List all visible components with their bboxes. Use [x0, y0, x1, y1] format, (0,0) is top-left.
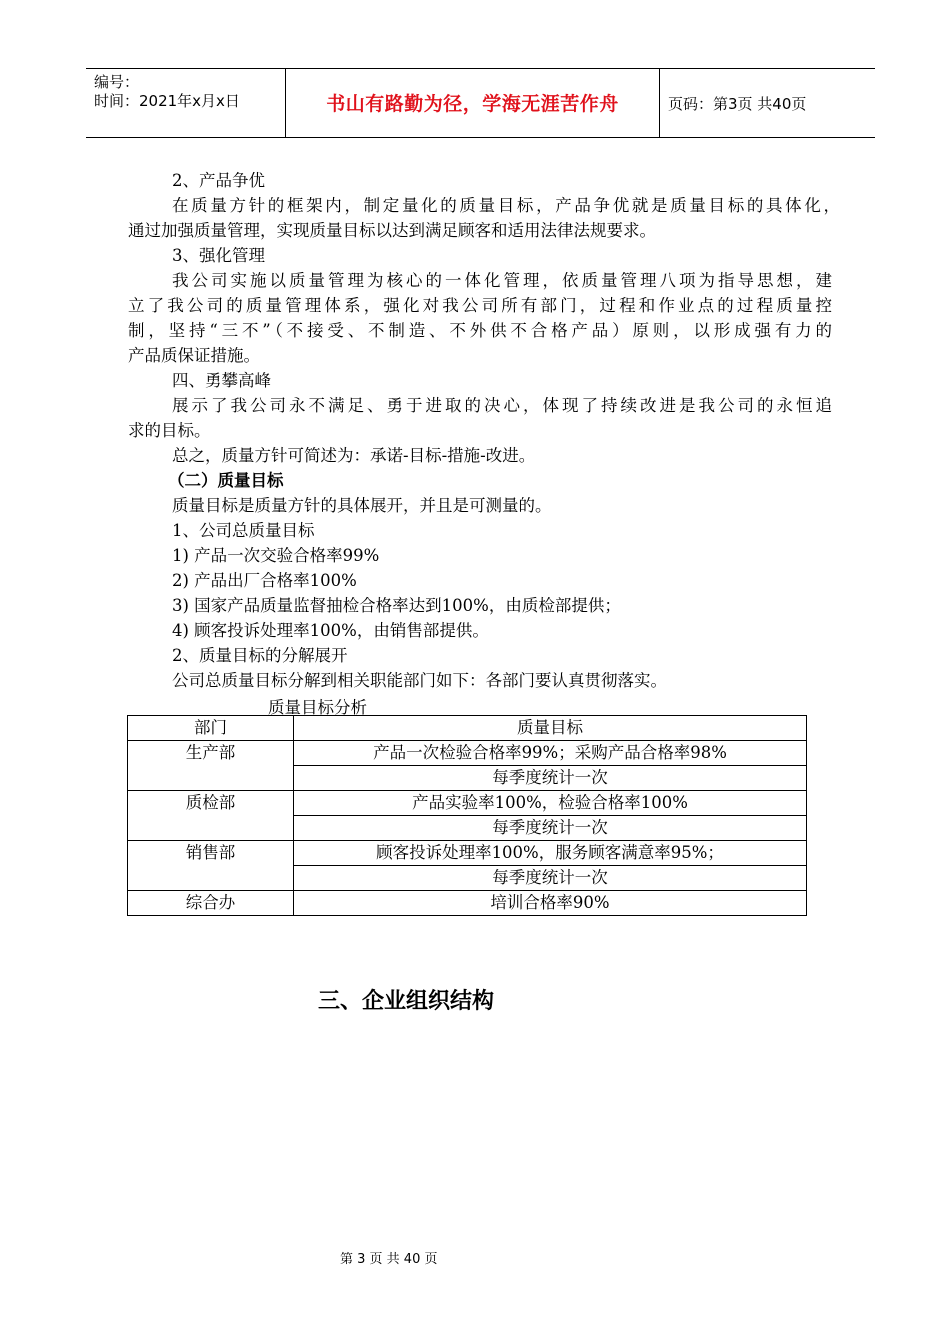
table-caption: 质量目标分析: [268, 698, 367, 717]
dept-cell: 销售部: [128, 841, 294, 891]
subheading-decomposition: 2、质量目标的分解展开: [172, 646, 348, 665]
goal-item: 2) 产品出厂合格率100%: [172, 571, 357, 590]
dept-cell: 综合办: [128, 891, 294, 916]
column-header-goal: 质量目标: [294, 716, 807, 741]
paragraph-line: 展示了我公司永不满足、勇于进取的决心，体现了持续改进是我公司的永恒追: [172, 396, 832, 415]
header-date: 时间：2021年x月x日: [94, 92, 240, 110]
page-header: [86, 68, 875, 138]
subheading-company-goals: 1、公司总质量目标: [172, 521, 315, 540]
paragraph-line: 我公司实施以质量管理为核心的一体化管理，依质量管理八项为指导思想，建: [172, 271, 832, 290]
header-divider: [659, 69, 660, 137]
section-heading-quality-goals: （二）质量目标: [168, 471, 284, 490]
subheading-product: 2、产品争优: [172, 171, 265, 190]
header-motto: 书山有路勤为径，学海无涯苦作舟: [326, 93, 619, 115]
goal-item: 1) 产品一次交验合格率99%: [172, 546, 380, 565]
goal-cell: 产品一次检验合格率99%；采购产品合格率98%: [294, 741, 807, 766]
paragraph-line: 公司总质量目标分解到相关职能部门如下：各部门要认真贯彻落实。: [172, 671, 667, 690]
table-row: [128, 841, 807, 866]
header-meta: [94, 73, 282, 111]
goal-cell: 产品实验率100%，检验合格率100%: [294, 791, 807, 816]
paragraph-line: 在质量方针的框架内，制定量化的质量目标，产品争优就是质量目标的具体化，: [172, 196, 840, 215]
paragraph-line: 求的目标。: [128, 421, 211, 440]
paragraph-line: 产品质保证措施。: [128, 346, 260, 365]
goal-item: 4) 顾客投诉处理率100%，由销售部提供。: [172, 621, 489, 640]
header-number-label: 编号：: [94, 73, 140, 91]
paragraph-line: 立了我公司的质量管理体系，强化对我公司所有部门，过程和作业点的过程质量控: [128, 296, 832, 315]
table-row: [128, 891, 807, 916]
frequency-cell: 每季度统计一次: [294, 866, 807, 891]
table-row: [128, 741, 807, 766]
table-header-row: [128, 716, 807, 741]
goal-cell: 顾客投诉处理率100%，服务顾客满意率95%；: [294, 841, 807, 866]
quality-goals-table: [127, 715, 807, 916]
page-footer: 第 3 页 共 40 页: [340, 1252, 438, 1267]
subheading-peak: 四、勇攀高峰: [172, 371, 271, 390]
goal-cell: 培训合格率90%: [294, 891, 807, 916]
column-header-dept: 部门: [128, 716, 294, 741]
frequency-cell: 每季度统计一次: [294, 816, 807, 841]
frequency-cell: 每季度统计一次: [294, 766, 807, 791]
paragraph-line: 制，坚持“三不”（不接受、不制造、不外供不合格产品）原则，以形成强有力的: [128, 321, 832, 340]
dept-cell: 生产部: [128, 741, 294, 791]
summary-line: 总之，质量方针可简述为：承诺-目标-措施-改进。: [172, 446, 536, 465]
goal-item: 3) 国家产品质量监督抽检合格率达到100%，由质检部提供；: [172, 596, 621, 615]
dept-cell: 质检部: [128, 791, 294, 841]
subheading-management: 3、强化管理: [172, 246, 265, 265]
paragraph-line: 质量目标是质量方针的具体展开，并且是可测量的。: [172, 496, 552, 515]
header-page-info: 页码：第3页 共40页: [668, 95, 807, 113]
table-row: [128, 791, 807, 816]
paragraph-line: 通过加强质量管理，实现质量目标以达到满足顾客和适用法律法规要求。: [128, 221, 656, 240]
section-heading-org-structure: 三、企业组织结构: [318, 989, 495, 1014]
